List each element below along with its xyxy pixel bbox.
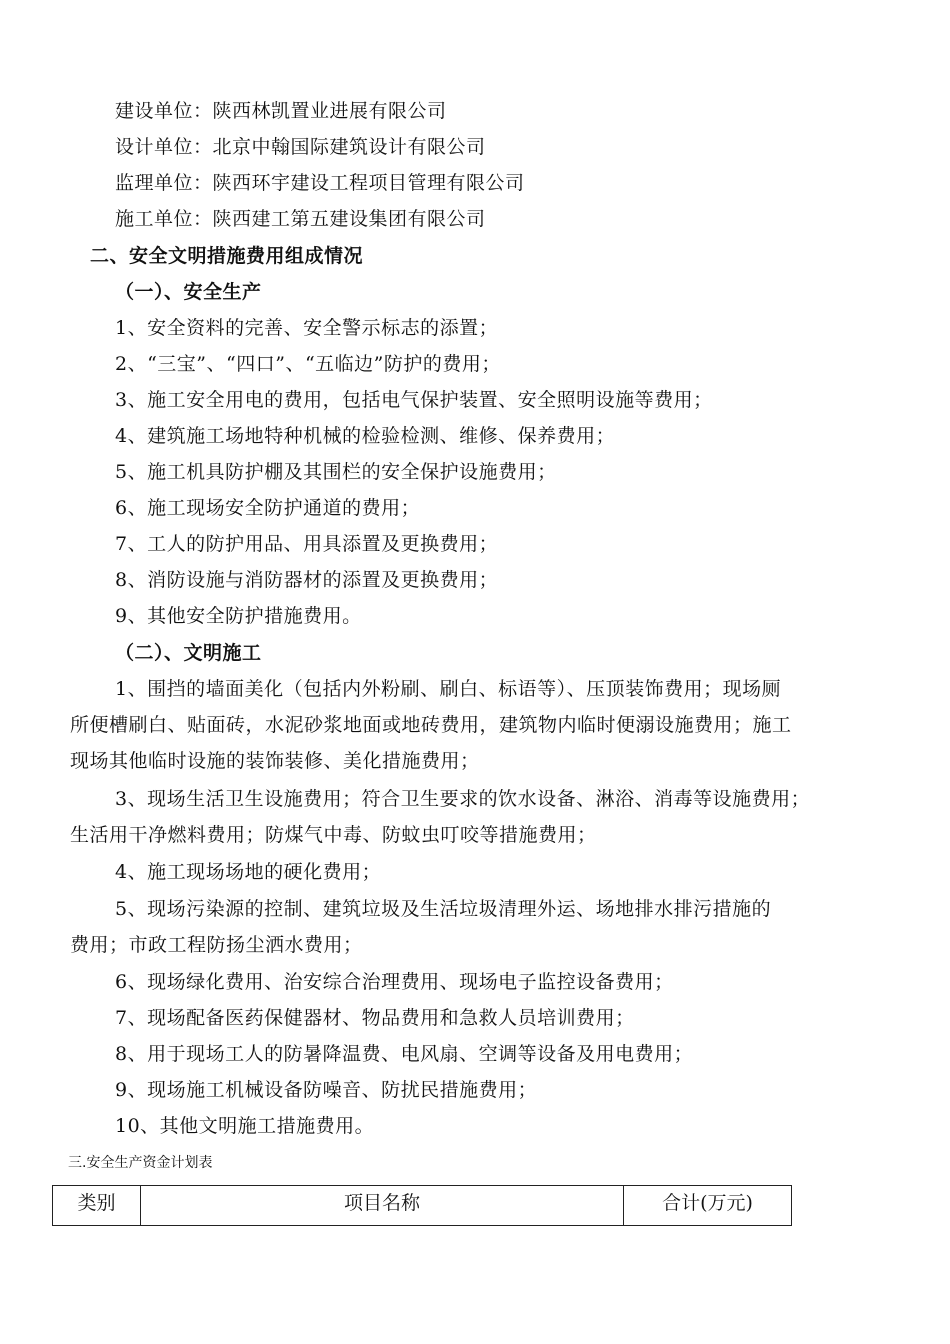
civil-item-7: 7、现场配备医药保健器材、物品费用和急救人员培训费用； <box>115 1007 635 1029</box>
table-header-row <box>53 1186 792 1226</box>
construction-unit: 建设单位：陕西林凯置业进展有限公司 <box>115 100 447 122</box>
civil-heading: （二）、文明施工 <box>115 642 262 664</box>
safety-item: 6、施工现场安全防护通道的费用； <box>115 497 421 519</box>
civil-item-1-line3: 现场其他临时设施的装饰装修、美化措施费用； <box>70 750 480 772</box>
safety-item: 5、施工机具防护棚及其围栏的安全保护设施费用； <box>115 461 557 483</box>
civil-item-6: 6、现场绿化费用、治安综合治理费用、现场电子监控设备费用； <box>115 971 674 993</box>
safety-item: 8、消防设施与消防器材的添置及更换费用； <box>115 569 499 591</box>
safety-item: 2、“三宝”、“四口”、“五临边”防护的费用； <box>115 353 501 375</box>
safety-item: 3、施工安全用电的费用，包括电气保护装置、安全照明设施等费用； <box>115 389 713 411</box>
safety-item: 9、其他安全防护措施费用。 <box>115 605 362 627</box>
safety-fund-plan-table <box>52 1185 792 1226</box>
supervision-unit: 监理单位：陕西环宇建设工程项目管理有限公司 <box>115 172 525 194</box>
safety-item: 7、工人的防护用品、用具添置及更换费用； <box>115 533 499 555</box>
civil-item-4: 4、施工现场场地的硬化费用； <box>115 861 382 883</box>
civil-item-1-line2: 所便槽刷白、贴面砖，水泥砂浆地面或地砖费用，建筑物内临时便溺设施费用；施工 <box>70 714 792 736</box>
civil-item-1-line1: 1、围挡的墙面美化（包括内外粉刷、刷白、标语等）、压顶装饰费用；现场厕 <box>115 678 782 700</box>
safety-item: 4、建筑施工场地特种机械的检验检测、维修、保养费用； <box>115 425 616 447</box>
section3-heading: 三.安全生产资金计划表 <box>68 1155 213 1171</box>
civil-item-10: 10、其他文明施工措施费用。 <box>115 1115 375 1137</box>
section2-heading: 二、安全文明措施费用组成情况 <box>90 245 364 267</box>
safety-heading: （一）、安全生产 <box>115 281 262 303</box>
contractor-unit: 施工单位：陕西建工第五建设集团有限公司 <box>115 208 486 230</box>
civil-item-3-line1: 3、现场生活卫生设施费用；符合卫生要求的饮水设备、淋浴、消毒等设施费用； <box>115 788 811 810</box>
civil-item-9: 9、现场施工机械设备防噪音、防扰民措施费用； <box>115 1079 538 1101</box>
table-header-total: 合计(万元) <box>624 1186 792 1226</box>
civil-item-5-line2: 费用；市政工程防扬尘洒水费用； <box>70 934 363 956</box>
table-header-item-name: 项目名称 <box>141 1186 624 1226</box>
civil-item-8: 8、用于现场工人的防暑降温费、电风扇、空调等设备及用电费用； <box>115 1043 694 1065</box>
safety-item: 1、安全资料的完善、安全警示标志的添置； <box>115 317 499 339</box>
civil-item-3-line2: 生活用干净燃料费用；防煤气中毒、防蚊虫叮咬等措施费用； <box>70 824 597 846</box>
table-header-category: 类别 <box>53 1186 141 1226</box>
design-unit: 设计单位：北京中翰国际建筑设计有限公司 <box>115 136 486 158</box>
civil-item-5-line1: 5、现场污染源的控制、建筑垃圾及生活垃圾清理外运、场地排水排污措施的 <box>115 898 772 920</box>
